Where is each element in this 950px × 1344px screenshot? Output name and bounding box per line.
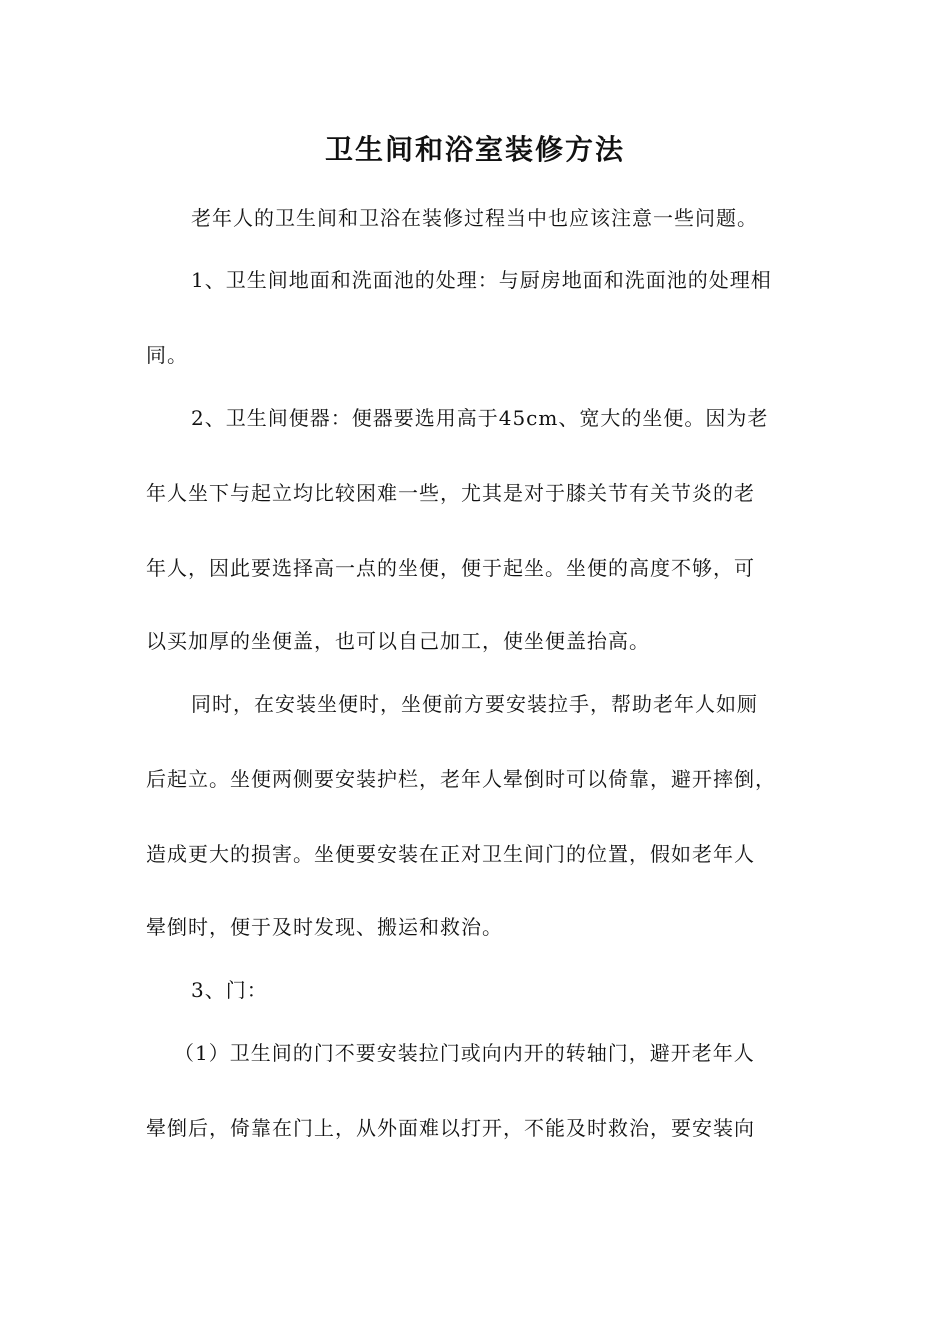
paragraph-line: 同时，在安装坐便时，坐便前方要安装拉手，帮助老年人如厕 <box>191 692 758 716</box>
paragraph-line: 同。 <box>146 343 188 367</box>
paragraph-line: 年人坐下与起立均比较困难一些，尤其是对于膝关节有关节炎的老 <box>146 481 755 505</box>
paragraph-line: 3、门： <box>191 978 268 1002</box>
paragraph-line: 2、卫生间便器：便器要选用高于45cm、宽大的坐便。因为老 <box>191 406 769 430</box>
paragraph-line: 1、卫生间地面和洗面池的处理：与厨房地面和洗面池的处理相 <box>191 268 772 292</box>
paragraph-line: 后起立。坐便两侧要安装护栏，老年人晕倒时可以倚靠，避开摔倒， <box>146 767 776 791</box>
document-title: 卫生间和浴室装修方法 <box>324 133 625 166</box>
paragraph-line: （1）卫生间的门不要安装拉门或向内开的转轴门，避开老年人 <box>174 1041 755 1065</box>
paragraph-line: 老年人的卫生间和卫浴在装修过程当中也应该注意一些问题。 <box>191 206 758 230</box>
paragraph-line: 以买加厚的坐便盖，也可以自己加工，使坐便盖抬高。 <box>146 629 650 653</box>
paragraph-line: 晕倒后，倚靠在门上，从外面难以打开，不能及时救治，要安装向 <box>146 1116 755 1140</box>
paragraph-line: 造成更大的损害。坐便要安装在正对卫生间门的位置，假如老年人 <box>146 842 755 866</box>
paragraph-line: 年人，因此要选择高一点的坐便，便于起坐。坐便的高度不够，可 <box>146 556 755 580</box>
paragraph-line: 晕倒时，便于及时发现、搬运和救治。 <box>146 915 503 939</box>
